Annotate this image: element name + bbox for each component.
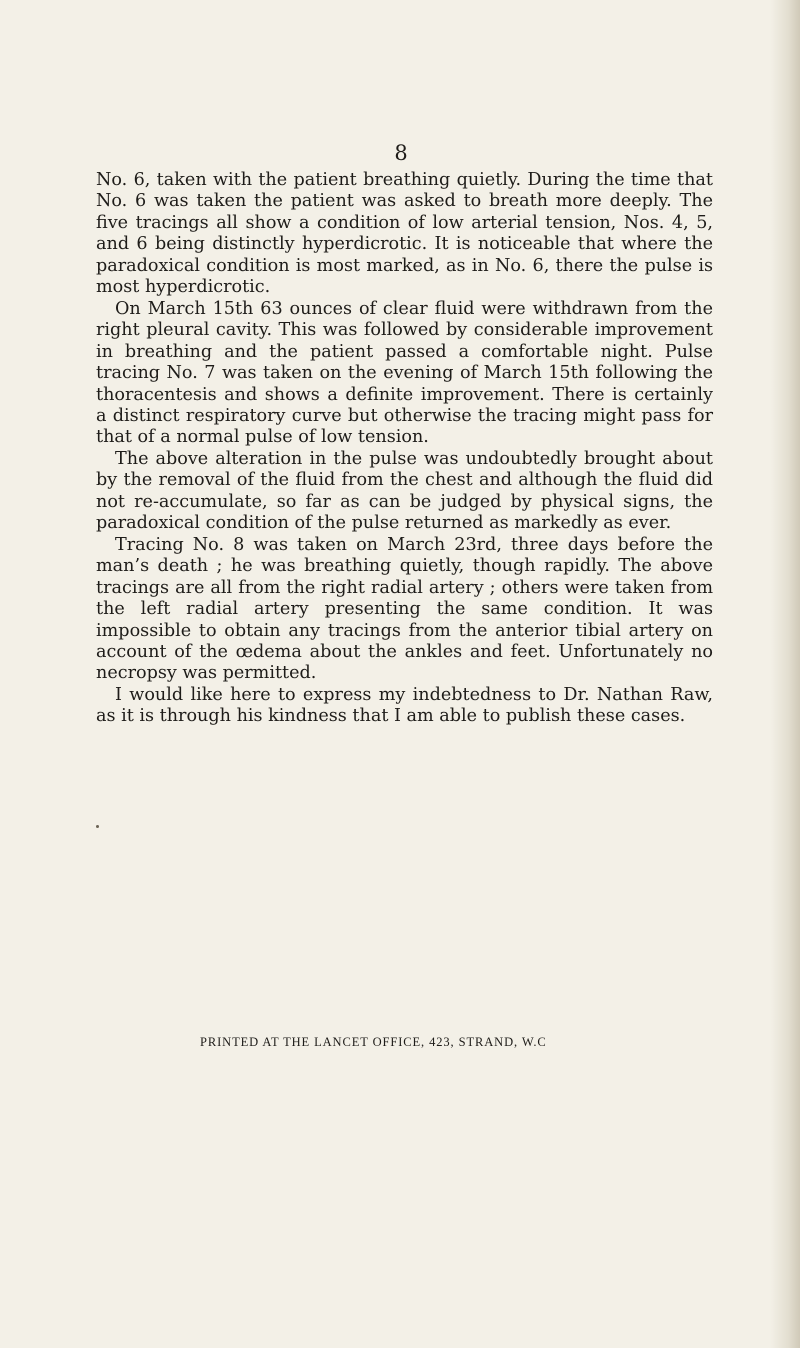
paragraph-5: I would like here to express my indebtedness to Dr. Nathan Raw, as it is through his kindness that I am able to publish these cases. xyxy=(96,684,713,727)
printer-imprint: PRINTED AT THE LANCET OFFICE, 423, STRAND, W.C xyxy=(200,1035,547,1049)
paragraph-1: No. 6, taken with the patient breathing quietly. During the time that No. 6 was taken the patient was asked to breath more deeply. The five tracings all show a condition of low arterial tension, Nos. 4, 5, and 6 being distinctly hyperdicrotic. It is noticeable that where the paradoxical condition is most marked, as in No. 6, there the pulse is most hyperdicrotic. xyxy=(96,170,713,298)
page-edge-shadow xyxy=(770,0,800,1348)
paragraph-4: Tracing No. 8 was taken on March 23rd, three days before the man’s death ; he was breathing quietly, though rapidly. The above tracings are all from the right radial artery ; others were taken from the left radial artery presenting the same condition. It was impossible to obtain any tracings from the anterior tibial artery on account of the œdema about the ankles and feet. Unfortunately no necropsy was permitted. xyxy=(96,534,713,684)
page-number: 8 xyxy=(394,141,408,165)
paragraph-3: The above alteration in the pulse was undoubtedly brought about by the removal of the fluid from the chest and although the fluid did not re-accumulate, so far as can be judged by physical signs, the paradoxical condition of the pulse returned as markedly as ever. xyxy=(96,448,713,534)
body-text xyxy=(96,170,713,728)
print-speck xyxy=(96,825,99,828)
paragraph-2: On March 15th 63 ounces of clear fluid were withdrawn from the right pleural cavity. This was followed by considerable improvement in breathing and the patient passed a comfortable night. Pulse tracing No. 7 was taken on the evening of March 15th following the thoracentesis and shows a definite improvement. There is certainly a distinct respiratory curve but otherwise the tracing might pass for that of a normal pulse of low tension. xyxy=(96,298,713,448)
